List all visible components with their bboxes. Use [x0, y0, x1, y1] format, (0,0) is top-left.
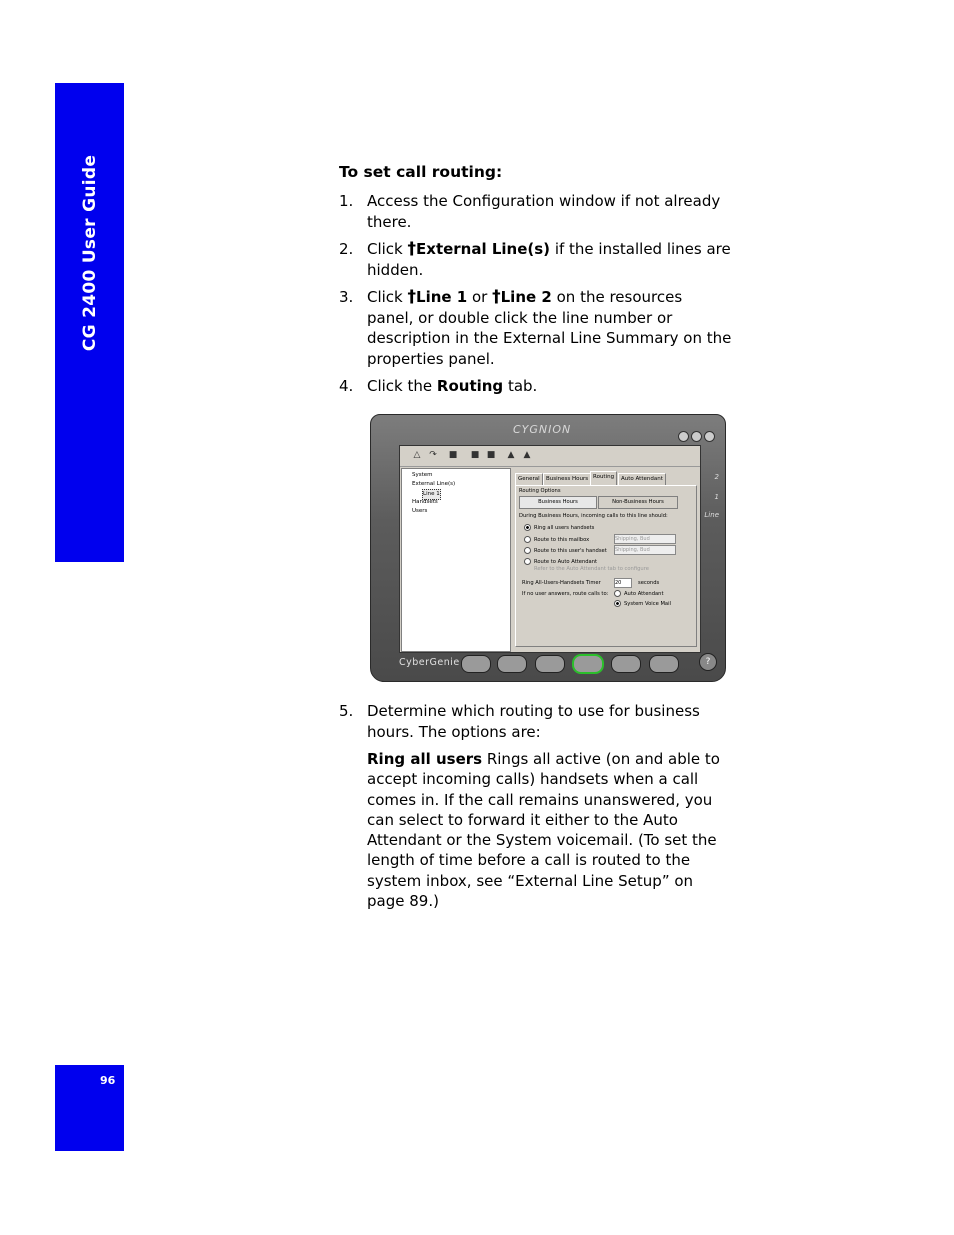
- radio-icon: [524, 547, 531, 554]
- description-text: comes in. If the call remains unanswered, you: [367, 790, 713, 809]
- tree-item-handsets: Handsets: [412, 499, 438, 505]
- step-bold-text: Routing: [436, 377, 504, 395]
- bottom-bar: [395, 653, 695, 675]
- properties-panel: [513, 470, 697, 650]
- window-buttons: [676, 427, 715, 446]
- step-number: 5.: [339, 702, 354, 720]
- option-label: System Voice Mail: [624, 601, 671, 607]
- radio-icon: [524, 536, 531, 543]
- tab-routing: Routing: [590, 471, 617, 485]
- step-text: Determine which routing to use for business: [367, 702, 700, 720]
- step-number: 4.: [339, 377, 354, 395]
- step-text: there.: [367, 212, 412, 231]
- timer-label: Ring All-Users-Handsets Timer: [522, 580, 601, 586]
- line-icon: †: [492, 287, 501, 307]
- wizard-button: [461, 655, 491, 673]
- radio-icon: [524, 558, 531, 565]
- log-button: [611, 655, 641, 673]
- tool-icon: ■: [448, 450, 458, 460]
- option-label: Ring all users handsets: [534, 525, 595, 531]
- step-text: Click: [367, 288, 408, 306]
- configuration-button: [573, 655, 603, 673]
- line-icon: †: [407, 287, 417, 307]
- toolbar: [400, 446, 700, 467]
- no-answer-voicemail: [614, 600, 671, 607]
- option-label: Route to Auto Attendant: [534, 559, 598, 565]
- page-number: 96: [100, 1074, 116, 1087]
- tree-item-system: System: [412, 472, 433, 478]
- option-ring-all: [524, 524, 594, 531]
- mailbox-button: [497, 655, 527, 673]
- step-text: or: [467, 288, 493, 306]
- step-text: on the resources: [551, 288, 683, 306]
- cybergenie-logo: CyberGenie: [399, 657, 460, 668]
- screen-button: [649, 655, 679, 673]
- arrow-icon: ↷: [429, 450, 437, 460]
- description-text: system inbox, see “External Line Setup” on: [367, 871, 694, 890]
- radio-selected-icon: [614, 600, 621, 607]
- description-text: page 89.): [367, 892, 439, 911]
- description-text: can select to forward it either to the Auto: [367, 810, 678, 829]
- ring-all-users-description: [367, 749, 757, 911]
- step-bold-text: External Line(s): [416, 240, 551, 258]
- description-text: length of time before a call is routed to the: [367, 851, 691, 870]
- tool-icon: ▲: [507, 450, 515, 460]
- subtab-non-business-hours: Non-Business Hours: [598, 496, 678, 509]
- mailbox-combo: Shipping, Bud: [614, 534, 676, 544]
- close-icon: [704, 431, 715, 442]
- option-mailbox: [524, 536, 589, 543]
- step-text: tab.: [503, 377, 538, 395]
- brand-logo: CYGNION: [513, 423, 572, 436]
- auto-attendant-note: Refer to the Auto Attendant tab to configure: [534, 566, 649, 572]
- step-number: 3.: [339, 288, 354, 306]
- no-answer-label: If no user answers, route calls to:: [522, 591, 609, 597]
- resources-tree: [401, 468, 511, 652]
- line-1-indicator: 1: [714, 493, 719, 501]
- description-text: accept incoming calls) handsets when a call: [367, 770, 699, 789]
- tree-icon: △: [413, 450, 421, 460]
- term: Ring all users: [367, 750, 483, 768]
- handset-combo: Shipping, Bud: [614, 545, 676, 555]
- sidebar-title: CG 2400 User Guide: [80, 154, 100, 352]
- tab-general: General: [515, 473, 543, 485]
- maximize-icon: [691, 431, 702, 442]
- tool-icon: ▲: [523, 450, 531, 460]
- timer-value: 20: [614, 578, 632, 588]
- step-text: Access the Configuration window if not already: [367, 192, 721, 210]
- option-user-handset: [524, 547, 607, 554]
- step-text: panel, or double click the line number or: [367, 308, 673, 327]
- step-text: hidden.: [367, 260, 424, 279]
- tree-item-users: Users: [412, 508, 428, 514]
- tool-icon: ■: [470, 450, 480, 460]
- configuration-window-screenshot: [370, 414, 726, 682]
- step-text: Click: [367, 240, 408, 258]
- help-icon: ?: [699, 653, 717, 671]
- step-number: 1.: [339, 192, 354, 210]
- tab-business-hours: Business Hours: [543, 473, 591, 485]
- sidebar-title-box: [55, 83, 124, 562]
- phonebook-button: [535, 655, 565, 673]
- step-number: 2.: [339, 240, 354, 258]
- app-window: [399, 445, 701, 653]
- step-text: Click the: [367, 377, 437, 395]
- step-text: description in the External Line Summary on the: [367, 329, 732, 347]
- no-answer-auto: [614, 590, 664, 597]
- external-line-icon: †: [407, 239, 417, 259]
- routing-tab-body: [515, 485, 697, 647]
- option-label: Auto Attendant: [624, 591, 664, 597]
- timer-unit: seconds: [638, 580, 660, 586]
- tool-icon: ■: [486, 450, 496, 460]
- option-label: Route to this user's handset: [534, 548, 607, 554]
- step-bold-text: Line 2: [500, 288, 552, 306]
- option-label: Route to this mailbox: [534, 537, 590, 543]
- line-label: Line: [704, 511, 719, 519]
- option-auto-attendant: [524, 558, 597, 565]
- description-text: Rings all active (on and able to: [482, 750, 720, 768]
- step-text: properties panel.: [367, 349, 495, 368]
- description-text: Attendant or the System voicemail. (To set the: [367, 831, 717, 850]
- during-label: During Business Hours, incoming calls to this line should:: [519, 513, 668, 519]
- tree-item-line-1: Line 1: [422, 489, 441, 500]
- radio-selected-icon: [524, 524, 531, 531]
- section-heading: To set call routing:: [339, 163, 503, 181]
- routing-options-label: Routing Options: [519, 488, 561, 494]
- line-2-indicator: 2: [714, 473, 719, 481]
- tree-item-external-lines: External Line(s): [412, 481, 456, 487]
- radio-icon: [614, 590, 621, 597]
- step-text: if the installed lines are: [550, 240, 731, 258]
- tab-auto-attendant: Auto Attendant: [618, 473, 666, 485]
- step-text: hours. The options are:: [367, 722, 541, 741]
- subtab-business-hours: Business Hours: [519, 496, 597, 509]
- step-bold-text: Line 1: [416, 288, 468, 306]
- minimize-icon: [678, 431, 689, 442]
